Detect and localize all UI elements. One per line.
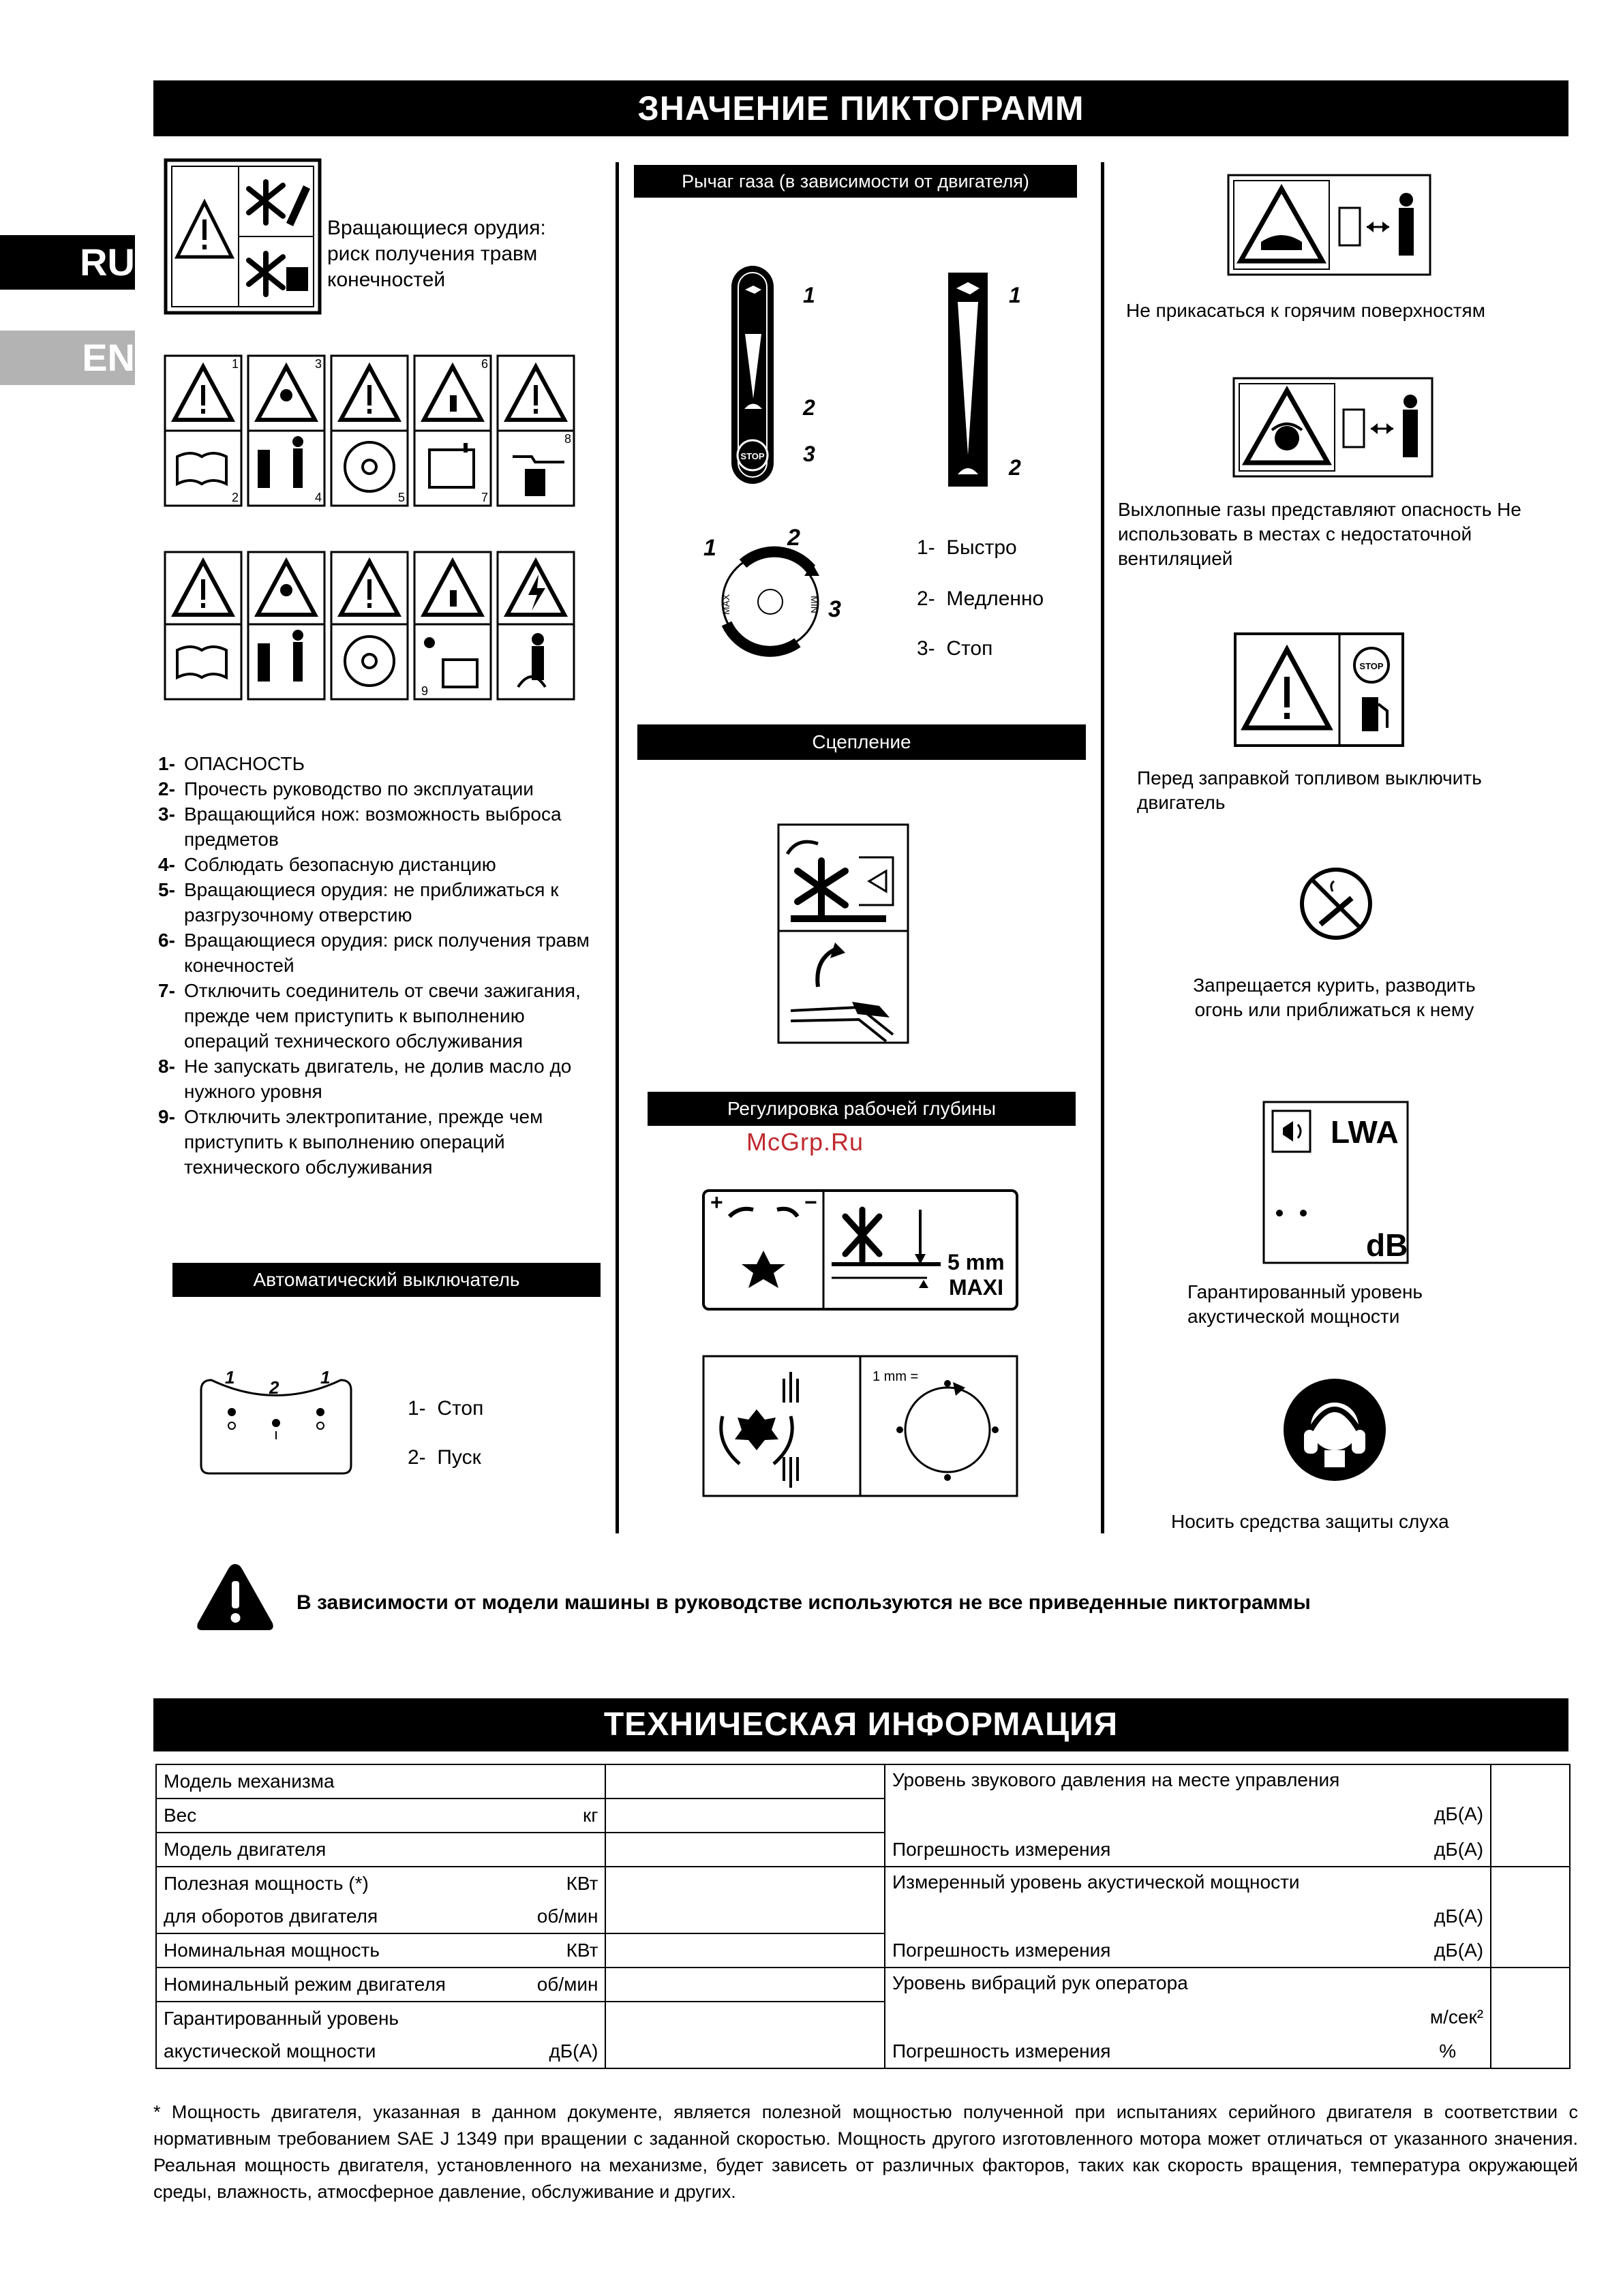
legend-item: 6- Вращающиеся орудия: риск получения травм конечностей [158, 930, 590, 976]
tech-label: для оборотов двигателя об/мин [156, 1900, 605, 1933]
hearing-protection-icon [1280, 1375, 1389, 1484]
no-smoking-text: Запрещается курить, разводить огонь или приближаться к нему [1193, 975, 1476, 1020]
tech-label: Уровень звукового давления на месте управления дБ(А) [885, 1764, 1491, 1833]
hot-surface-pictogram [1227, 174, 1431, 276]
tech-label: Полезная мощность (*) КВт [156, 1867, 605, 1900]
pictogram-number: 1 [232, 357, 239, 371]
tech-value [605, 2002, 885, 2068]
tech-label: Модель механизма [156, 1764, 605, 1798]
lever-label: 1 [803, 283, 815, 307]
tech-label: Уровень вибраций рук оператора м/сек² [885, 1968, 1491, 2035]
exhaust-text: Выхлопные газы представляют опасность Не использовать в местах с недостаточной вентиляцией [1118, 499, 1521, 569]
tech-value [605, 1933, 885, 1968]
pictogram-number: 9 [421, 684, 429, 698]
dial-label: 1 [703, 535, 716, 561]
hearing-protection-text: Носить средства защиты слуха [1171, 1511, 1449, 1532]
pictogram-number: 2 [232, 491, 239, 504]
sound-power-text: Гарантированный уровень акустической мощности [1187, 1281, 1423, 1327]
tech-value [1491, 1968, 1570, 2068]
dial-max: MAX [721, 594, 731, 615]
column-divider [616, 162, 619, 1533]
page-title: ЗНАЧЕНИЕ ПИКТОГРАММ [153, 80, 1568, 136]
clutch-pictogram [777, 823, 910, 1045]
tech-label: Измеренный уровень акустической мощности дБ(А) [885, 1867, 1491, 1933]
tech-value [605, 1867, 885, 1933]
switch-position-label: 1 [320, 1367, 331, 1388]
dial-min: MIN [809, 596, 820, 613]
pictogram-number: 4 [315, 491, 322, 504]
auto-switch-diagram [194, 1363, 358, 1479]
rotating-tools-text: Вращающиеся орудия: риск получения травм конечностей [327, 217, 546, 291]
refuel-stop-label: STOP [1359, 661, 1384, 671]
depth-maxi: MAXI [949, 1275, 1003, 1300]
lang-tab-ru[interactable]: RU [0, 235, 135, 290]
lang-tab-en[interactable]: EN [0, 331, 135, 385]
one-mm-label: 1 mm = [873, 1369, 919, 1384]
auto-switch-item: 2- Пуск [408, 1446, 481, 1469]
tech-info-table [155, 1764, 1571, 2069]
throttle-item: 2- Медленно [917, 587, 1044, 610]
refuel-pictogram [1234, 632, 1404, 747]
watermark: McGrp.Ru [746, 1128, 864, 1156]
legend-item: 2- Прочесть руководство по эксплуатации [158, 778, 534, 799]
tech-value [1491, 1764, 1570, 1867]
dial-label: 3 [828, 596, 841, 622]
tech-value [605, 1764, 885, 1798]
throttle-dial [695, 521, 845, 664]
pictogram-notice: В зависимости от модели машины в руководстве используются не все приведенные пиктограммы [297, 1591, 1311, 1614]
legend-item: 4- Соблюдать безопасную дистанцию [158, 854, 496, 875]
tech-label: Погрешность измерения % [885, 2035, 1491, 2068]
pictogram-number: 6 [481, 357, 489, 371]
depth-adjust-pictogram [702, 1189, 1019, 1311]
throttle-item: 3- Стоп [917, 637, 993, 660]
pictogram-number: 3 [315, 357, 322, 371]
legend-item: 5- Вращающиеся орудия: не приближаться к разгрузочному отверстию [158, 879, 559, 925]
auto-switch-item: 1- Стоп [408, 1397, 484, 1420]
column-divider [1101, 162, 1104, 1533]
tech-value [605, 1833, 885, 1867]
safety-pictogram-row-b [164, 551, 578, 702]
db-label: dB [1366, 1227, 1408, 1263]
pictogram-number: 8 [564, 432, 572, 446]
lever-label: 3 [803, 442, 815, 466]
legend-item: 9- Отключить электропитание, прежде чем приступить к выполнению операций технического обслуживания [158, 1106, 543, 1178]
lwa-label: LWA [1331, 1114, 1399, 1150]
tech-info-title: ТЕХНИЧЕСКАЯ ИНФОРМАЦИЯ [153, 1698, 1568, 1751]
lever-label: 2 [803, 395, 815, 420]
sound-power-pictogram [1262, 1101, 1409, 1264]
throttle-lever-1 [726, 262, 787, 487]
switch-position-label: 2 [269, 1377, 279, 1398]
throttle-lever-2 [944, 271, 992, 489]
legend-item: 8- Не запускать двигатель, не долив масло до нужного уровня [158, 1056, 572, 1102]
stop-label: STOP [740, 451, 765, 461]
tech-label: Гарантированный уровень [156, 2002, 605, 2035]
switch-position-label: 1 [225, 1367, 235, 1388]
tech-label: Вес кг [156, 1798, 605, 1833]
dial-label: 2 [787, 525, 800, 551]
warning-icon [194, 1561, 276, 1636]
tech-label: Модель двигателя [156, 1833, 605, 1867]
throttle-item: 1- Быстро [917, 536, 1017, 559]
depth-minus: − [804, 1190, 817, 1214]
pictogram-legend [158, 751, 601, 1180]
pictogram-number: 7 [481, 491, 489, 504]
lever-label: 2 [1009, 455, 1021, 480]
depth-plus: + [710, 1190, 723, 1214]
exhaust-pictogram [1232, 377, 1434, 478]
tech-value [605, 1798, 885, 1833]
throttle-title: Рычаг газа (в зависимости от двигателя) [634, 165, 1077, 198]
hot-surface-text: Не прикасаться к горячим поверхностям [1126, 300, 1485, 321]
depth-title: Регулировка рабочей глубины [648, 1092, 1076, 1126]
tech-label: акустической мощности дБ(А) [156, 2035, 605, 2068]
tech-label: Номинальный режим двигателя об/мин [156, 1968, 605, 2002]
legend-item: 7- Отключить соединитель от свечи зажигания, прежде чем приступить к выполнению операций технического обслуживания [158, 980, 581, 1052]
lever-label: 1 [1009, 283, 1021, 307]
legend-item: 3- Вращающийся нож: возможность выброса предметов [158, 803, 562, 850]
refuel-text: Перед заправкой топливом выключить двигатель [1137, 767, 1482, 813]
legend-item: 1- ОПАСНОСТЬ [158, 753, 305, 774]
tech-label: Погрешность измерения дБ(А) [885, 1933, 1491, 1968]
tech-value [1491, 1867, 1570, 1968]
tech-label: Погрешность измерения дБ(А) [885, 1833, 1491, 1867]
tech-footnote: * Мощность двигателя, указанная в данном документе, является полезной мощностью полученной при испытаниях серийного двигателя в соответствии с нормативным требованием SAE J 1349 при вращении с заданной скоростью. Мощность другого изготовленного мотора может отличаться от указанного значения. Реальная мощность двигателя, установленного на механизме, будет зависеть от различных факторов, таких как скорость вращения, температура окружающей среды, влажность, атмосферное давление, обслуживание и других. [153, 2102, 1578, 2202]
safety-pictogram-row-a [164, 354, 578, 508]
tech-value [605, 1968, 885, 2002]
no-smoking-icon [1285, 864, 1387, 943]
depth-mm: 5 mm [947, 1250, 1005, 1274]
auto-switch-title: Автоматический выключатель [172, 1263, 601, 1297]
rotating-tools-pictogram [164, 158, 322, 315]
clutch-title: Сцепление [637, 724, 1086, 760]
depth-dial-pictogram [702, 1355, 1019, 1498]
tech-label: Номинальная мощность КВт [156, 1933, 605, 1968]
pictogram-number: 5 [398, 491, 406, 504]
